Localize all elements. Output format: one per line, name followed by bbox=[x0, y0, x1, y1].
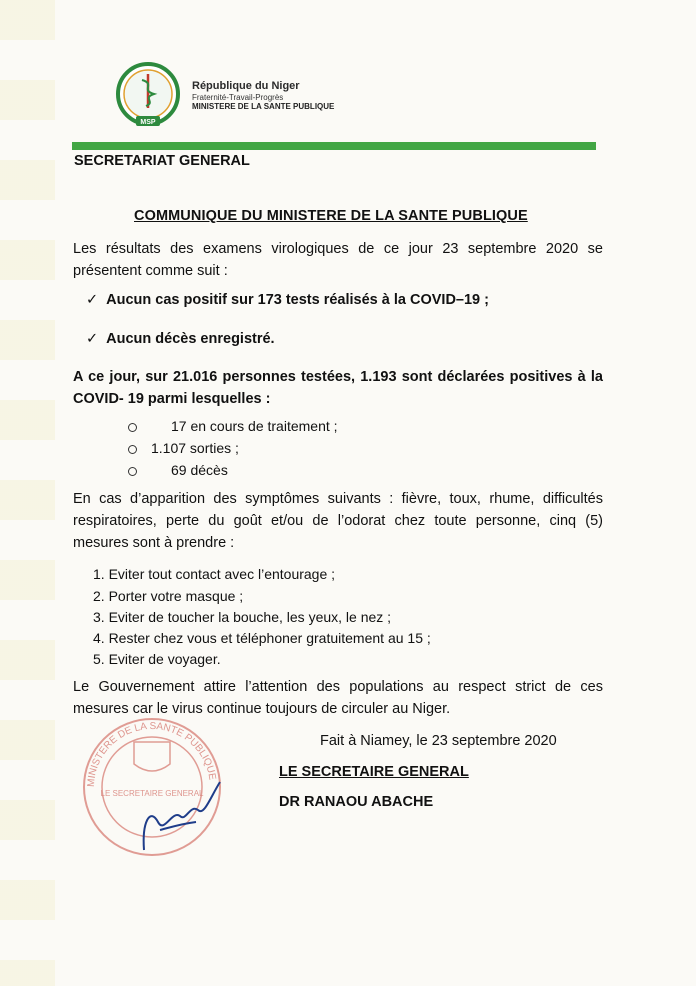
list-item: 17 en cours de traitement ; bbox=[128, 418, 338, 434]
signatory-name: DR RANAOU ABACHE bbox=[279, 794, 434, 810]
result-item bbox=[86, 292, 489, 308]
list-item: 1.107 sorties ; bbox=[128, 440, 239, 456]
measure-item: 4. Rester chez vous et téléphoner gratuitement au 15 ; bbox=[93, 630, 431, 646]
check-icon: ✓ bbox=[86, 331, 99, 347]
summary-paragraph: A ce jour, sur 21.016 personnes testées, 1.193 sont déclarées positives à la COVID- 19 parmi lesquelles : bbox=[73, 369, 603, 407]
page-margin-decoration bbox=[0, 0, 55, 986]
closing-paragraph: Le Gouvernement attire l’attention des populations au respect strict de ces mesures car le virus continue toujours de circuler au Niger. bbox=[73, 679, 603, 717]
national-motto: Fraternité-Travail-Progrès bbox=[192, 93, 284, 102]
republic-name: République du Niger bbox=[192, 80, 300, 92]
result-text: Aucun cas positif sur 173 tests réalisés à la COVID–19 ; bbox=[106, 292, 489, 308]
list-item: 69 décès bbox=[128, 462, 228, 478]
intro-paragraph: Les résultats des examens virologiques de ce jour 23 septembre 2020 se présentent comme suit : bbox=[73, 241, 603, 279]
place-date: Fait à Niamey, le 23 septembre 2020 bbox=[320, 733, 557, 749]
header-divider bbox=[72, 142, 596, 150]
measure-item: 2. Porter votre masque ; bbox=[93, 588, 244, 604]
svg-text:MINISTERE DE LA SANTE PUBLIQUE bbox=[86, 721, 218, 787]
bullet-icon bbox=[128, 445, 137, 454]
stamp-center-text: LE SECRETAIRE GENERAL bbox=[100, 789, 204, 798]
measure-item: 5. Eviter de voyager. bbox=[93, 651, 221, 667]
check-icon: ✓ bbox=[86, 292, 99, 308]
measure-item: 1. Eviter tout contact avec l’entourage ; bbox=[93, 566, 336, 582]
ministry-name: MINISTERE DE LA SANTE PUBLIQUE bbox=[192, 102, 335, 111]
signatory-title: LE SECRETAIRE GENERAL bbox=[279, 764, 469, 780]
measure-item: 3. Eviter de toucher la bouche, les yeux, le nez ; bbox=[93, 609, 392, 625]
bullet-icon bbox=[128, 423, 137, 432]
section-title: SECRETARIAT GENERAL bbox=[74, 153, 250, 169]
official-stamp-icon bbox=[72, 712, 232, 862]
logo-label: MSP bbox=[140, 119, 156, 126]
ministry-logo-icon bbox=[112, 62, 184, 128]
communique-title: COMMUNIQUE DU MINISTERE DE LA SANTE PUBLIQUE bbox=[134, 208, 528, 224]
symptoms-paragraph: En cas d’apparition des symptômes suivants : fièvre, toux, rhume, difficultés respiratoires, perte du goût et/ou de l’odorat chez toute personne, cinq (5) mesures sont à prendre : bbox=[73, 491, 603, 551]
bullet-icon bbox=[128, 467, 137, 476]
stamp-ring-text: MINISTERE DE LA SANTE PUBLIQUE bbox=[85, 720, 218, 788]
result-item bbox=[86, 331, 275, 347]
result-text: Aucun décès enregistré. bbox=[106, 331, 275, 347]
letterhead bbox=[112, 62, 432, 132]
